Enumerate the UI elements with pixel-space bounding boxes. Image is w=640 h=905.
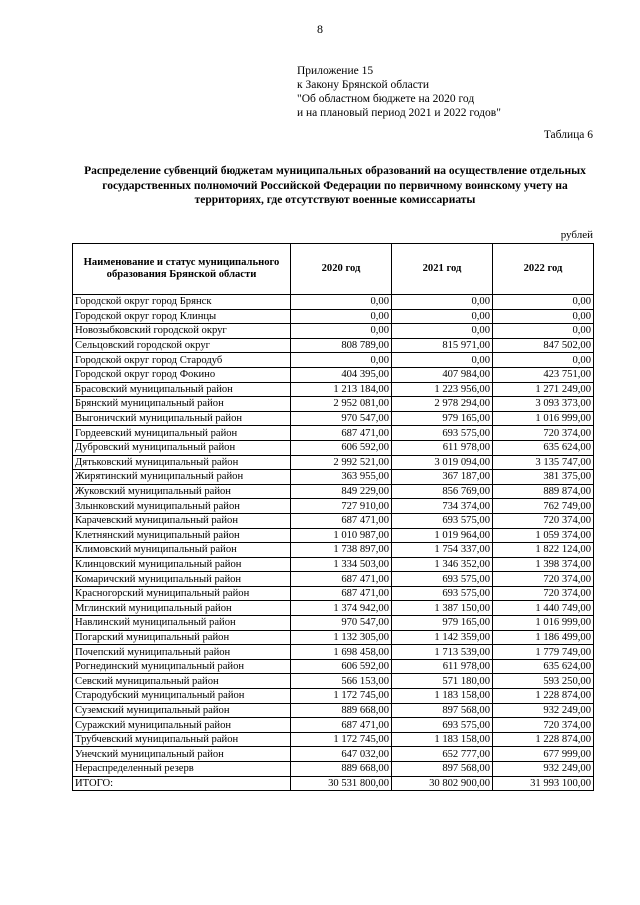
cell-name: Сельцовский городской округ [73, 338, 291, 353]
table-row [73, 718, 594, 733]
cell-2022: 593 250,00 [493, 674, 594, 689]
cell-2022: 1 822 124,00 [493, 543, 594, 558]
table-row [73, 397, 594, 412]
cell-name: Климовский муниципальный район [73, 543, 291, 558]
cell-2020: 849 229,00 [291, 484, 392, 499]
cell-2022: 889 874,00 [493, 484, 594, 499]
table-row [73, 762, 594, 777]
cell-name: Жуковский муниципальный район [73, 484, 291, 499]
table-row [73, 484, 594, 499]
cell-2020: 1 334 503,00 [291, 557, 392, 572]
cell-2022: 3 093 373,00 [493, 397, 594, 412]
table-body [73, 295, 594, 791]
cell-2022: 0,00 [493, 309, 594, 324]
cell-2022: 1 440 749,00 [493, 601, 594, 616]
document-title: Распределение субвенций бюджетам муниципальных образований на осуществление отдельных государственных полномочий Российской Федерации по первичному воинскому учету на территориях, где отсутствуют военные комиссариаты [84, 165, 586, 206]
cell-2021: 30 802 900,00 [392, 776, 493, 791]
cell-2021: 367 187,00 [392, 470, 493, 485]
cell-name: Городской округ город Брянск [73, 295, 291, 310]
cell-2022: 720 374,00 [493, 513, 594, 528]
table-row [73, 747, 594, 762]
cell-2022: 677 999,00 [493, 747, 594, 762]
cell-2021: 693 575,00 [392, 718, 493, 733]
cell-2020: 404 395,00 [291, 367, 392, 382]
table-row [73, 674, 594, 689]
cell-2022: 1 016 999,00 [493, 411, 594, 426]
cell-2020: 1 172 745,00 [291, 689, 392, 704]
cell-name: Погарский муниципальный район [73, 630, 291, 645]
cell-name: Трубчевский муниципальный район [73, 732, 291, 747]
annex-line-3: "Об областном бюджете на 2020 год [297, 93, 475, 105]
cell-2021: 611 978,00 [392, 440, 493, 455]
cell-2021: 0,00 [392, 295, 493, 310]
cell-2022: 720 374,00 [493, 426, 594, 441]
cell-2020: 1 213 184,00 [291, 382, 392, 397]
cell-2022: 1 271 249,00 [493, 382, 594, 397]
table-row [73, 470, 594, 485]
cell-2022: 635 624,00 [493, 659, 594, 674]
cell-name: Выгоничский муниципальный район [73, 411, 291, 426]
cell-2021: 407 984,00 [392, 367, 493, 382]
cell-2020: 0,00 [291, 353, 392, 368]
cell-2021: 1 387 150,00 [392, 601, 493, 616]
cell-2021: 1 223 956,00 [392, 382, 493, 397]
cell-2022: 31 993 100,00 [493, 776, 594, 791]
table-row [73, 616, 594, 631]
table-row [73, 572, 594, 587]
cell-2021: 1 183 158,00 [392, 689, 493, 704]
table-label: Таблица 6 [543, 129, 593, 141]
header-name: Наименование и статус муниципального образования Брянской области [73, 244, 291, 295]
annex-line-1: Приложение 15 [297, 65, 374, 77]
table-row [73, 528, 594, 543]
table-row [73, 353, 594, 368]
cell-name: Жирятинский муниципальный район [73, 470, 291, 485]
table-row [73, 645, 594, 660]
cell-2022: 1 186 499,00 [493, 630, 594, 645]
table-row [73, 309, 594, 324]
cell-2022: 1 016 999,00 [493, 616, 594, 631]
cell-name: Карачевский муниципальный район [73, 513, 291, 528]
cell-2020: 2 992 521,00 [291, 455, 392, 470]
cell-2020: 363 955,00 [291, 470, 392, 485]
cell-2020: 970 547,00 [291, 616, 392, 631]
cell-2021: 3 019 094,00 [392, 455, 493, 470]
cell-2021: 0,00 [392, 309, 493, 324]
cell-2021: 652 777,00 [392, 747, 493, 762]
cell-2021: 693 575,00 [392, 426, 493, 441]
cell-2020: 1 374 942,00 [291, 601, 392, 616]
table-row [73, 586, 594, 601]
table-row [73, 367, 594, 382]
cell-2022: 1 398 374,00 [493, 557, 594, 572]
cell-2021: 856 769,00 [392, 484, 493, 499]
cell-2020: 30 531 800,00 [291, 776, 392, 791]
cell-2022: 847 502,00 [493, 338, 594, 353]
cell-2020: 1 172 745,00 [291, 732, 392, 747]
page-number: 8 [317, 22, 323, 36]
table-row [73, 382, 594, 397]
table-row [73, 455, 594, 470]
cell-name: Городской округ город Фокино [73, 367, 291, 382]
subventions-table [72, 243, 594, 791]
cell-name: Почепский муниципальный район [73, 645, 291, 660]
table-row [73, 601, 594, 616]
cell-2021: 693 575,00 [392, 572, 493, 587]
cell-2020: 0,00 [291, 295, 392, 310]
cell-2020: 889 668,00 [291, 703, 392, 718]
table-row [73, 338, 594, 353]
cell-2021: 1 713 539,00 [392, 645, 493, 660]
cell-2020: 1 738 897,00 [291, 543, 392, 558]
cell-2020: 1 698 458,00 [291, 645, 392, 660]
cell-2022: 762 749,00 [493, 499, 594, 514]
cell-2020: 808 789,00 [291, 338, 392, 353]
cell-2020: 687 471,00 [291, 586, 392, 601]
table-row [73, 689, 594, 704]
cell-2020: 606 592,00 [291, 440, 392, 455]
cell-name: Суражский муниципальный район [73, 718, 291, 733]
table-row [73, 513, 594, 528]
table-row [73, 659, 594, 674]
cell-2022: 720 374,00 [493, 572, 594, 587]
cell-2020: 1 132 305,00 [291, 630, 392, 645]
header-2021: 2021 год [392, 244, 493, 295]
cell-2021: 815 971,00 [392, 338, 493, 353]
cell-2022: 0,00 [493, 353, 594, 368]
header-2020: 2020 год [291, 244, 392, 295]
cell-name: Нераспределенный резерв [73, 762, 291, 777]
cell-2022: 0,00 [493, 295, 594, 310]
cell-2021: 693 575,00 [392, 513, 493, 528]
cell-name: Гордеевский муниципальный район [73, 426, 291, 441]
cell-2020: 0,00 [291, 309, 392, 324]
cell-2022: 1 779 749,00 [493, 645, 594, 660]
cell-2022: 0,00 [493, 324, 594, 339]
cell-2022: 1 059 374,00 [493, 528, 594, 543]
cell-2021: 897 568,00 [392, 762, 493, 777]
cell-2021: 0,00 [392, 324, 493, 339]
cell-2021: 979 165,00 [392, 411, 493, 426]
cell-name: Навлинский муниципальный район [73, 616, 291, 631]
cell-2022: 720 374,00 [493, 586, 594, 601]
cell-2021: 979 165,00 [392, 616, 493, 631]
cell-name: Унечский муниципальный район [73, 747, 291, 762]
cell-2021: 1 142 359,00 [392, 630, 493, 645]
cell-name: ИТОГО: [73, 776, 291, 791]
cell-name: Суземский муниципальный район [73, 703, 291, 718]
cell-name: Клетнянский муниципальный район [73, 528, 291, 543]
table-row [73, 557, 594, 572]
cell-2021: 1 346 352,00 [392, 557, 493, 572]
cell-name: Брянский муниципальный район [73, 397, 291, 412]
cell-2020: 970 547,00 [291, 411, 392, 426]
cell-2021: 0,00 [392, 353, 493, 368]
cell-name: Комаричский муниципальный район [73, 572, 291, 587]
annex-header [297, 64, 501, 120]
cell-2020: 687 471,00 [291, 513, 392, 528]
table-row [73, 703, 594, 718]
cell-2020: 687 471,00 [291, 572, 392, 587]
cell-2020: 2 952 081,00 [291, 397, 392, 412]
cell-2021: 897 568,00 [392, 703, 493, 718]
currency-unit: рублей [560, 229, 593, 241]
cell-2020: 606 592,00 [291, 659, 392, 674]
cell-name: Дятьковский муниципальный район [73, 455, 291, 470]
cell-name: Севский муниципальный район [73, 674, 291, 689]
table-row [73, 776, 594, 791]
cell-2020: 0,00 [291, 324, 392, 339]
cell-2020: 1 010 987,00 [291, 528, 392, 543]
cell-name: Красногорский муниципальный район [73, 586, 291, 601]
cell-name: Клинцовский муниципальный район [73, 557, 291, 572]
cell-2022: 3 135 747,00 [493, 455, 594, 470]
cell-2021: 571 180,00 [392, 674, 493, 689]
cell-2022: 423 751,00 [493, 367, 594, 382]
cell-2022: 1 228 874,00 [493, 732, 594, 747]
cell-name: Стародубский муниципальный район [73, 689, 291, 704]
cell-2021: 1 019 964,00 [392, 528, 493, 543]
cell-2022: 381 375,00 [493, 470, 594, 485]
cell-2022: 932 249,00 [493, 703, 594, 718]
cell-name: Новозыбковский городской округ [73, 324, 291, 339]
cell-2020: 727 910,00 [291, 499, 392, 514]
table-row [73, 630, 594, 645]
cell-2021: 734 374,00 [392, 499, 493, 514]
table-row [73, 543, 594, 558]
cell-name: Мглинский муниципальный район [73, 601, 291, 616]
annex-line-2: к Закону Брянской области [297, 79, 429, 91]
cell-2022: 1 228 874,00 [493, 689, 594, 704]
cell-2020: 647 032,00 [291, 747, 392, 762]
table-row [73, 499, 594, 514]
cell-2020: 889 668,00 [291, 762, 392, 777]
cell-2021: 611 978,00 [392, 659, 493, 674]
table-row [73, 440, 594, 455]
cell-2021: 1 183 158,00 [392, 732, 493, 747]
cell-name: Брасовский муниципальный район [73, 382, 291, 397]
cell-2021: 2 978 294,00 [392, 397, 493, 412]
annex-line-4: и на плановый период 2021 и 2022 годов" [297, 107, 501, 119]
table-row [73, 324, 594, 339]
table-header-row [73, 244, 594, 295]
cell-name: Дубровский муниципальный район [73, 440, 291, 455]
cell-2020: 566 153,00 [291, 674, 392, 689]
cell-name: Рогнединский муниципальный район [73, 659, 291, 674]
cell-name: Городской округ город Клинцы [73, 309, 291, 324]
cell-2022: 635 624,00 [493, 440, 594, 455]
cell-2022: 932 249,00 [493, 762, 594, 777]
table-row [73, 426, 594, 441]
table-row [73, 295, 594, 310]
cell-2021: 1 754 337,00 [392, 543, 493, 558]
cell-name: Городской округ город Стародуб [73, 353, 291, 368]
cell-2020: 687 471,00 [291, 718, 392, 733]
table-row [73, 411, 594, 426]
cell-2020: 687 471,00 [291, 426, 392, 441]
header-2022: 2022 год [493, 244, 594, 295]
table-row [73, 732, 594, 747]
cell-2022: 720 374,00 [493, 718, 594, 733]
cell-2021: 693 575,00 [392, 586, 493, 601]
cell-name: Злынковский муниципальный район [73, 499, 291, 514]
